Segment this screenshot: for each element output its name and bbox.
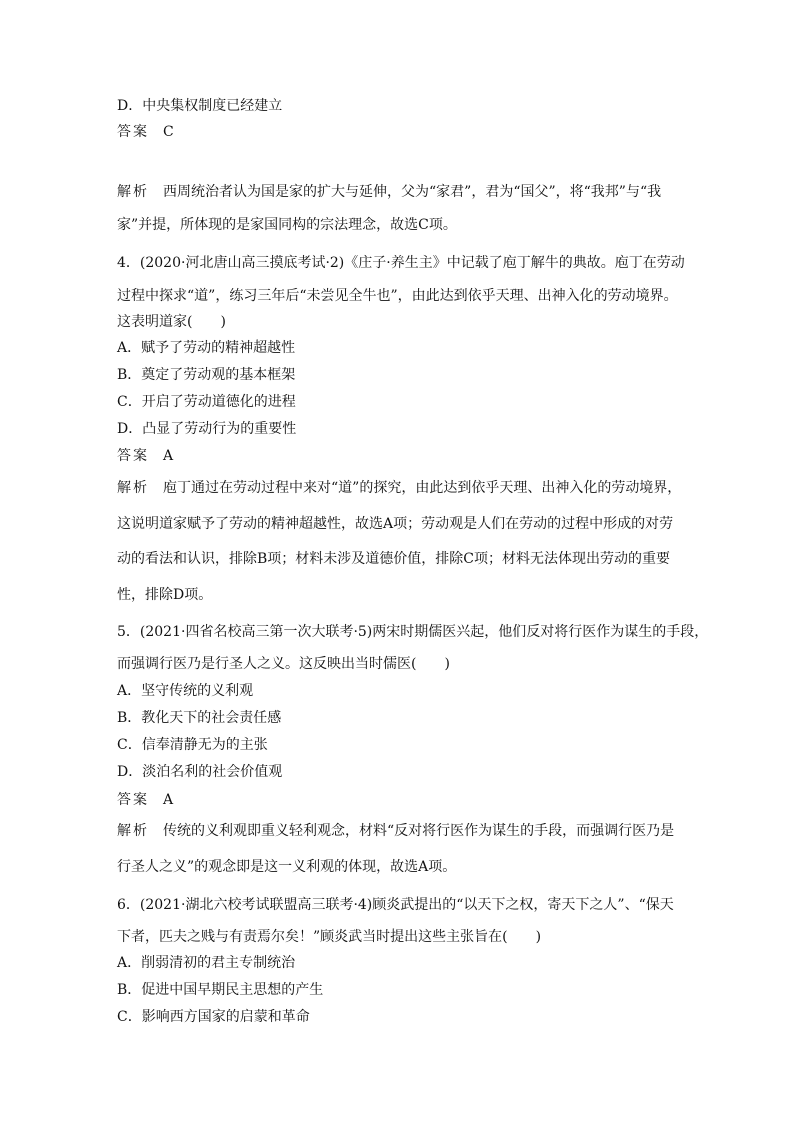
q6-option-a: A．削弱清初的君主专制统治 bbox=[117, 955, 296, 971]
q6-option-c: C．影响西方国家的启蒙和革命 bbox=[117, 1009, 310, 1025]
answer-value: A bbox=[163, 792, 174, 808]
q5-option-b: B．教化天下的社会责任感 bbox=[117, 710, 282, 726]
q6-stem-line-1: 6．(2021·湖北六校考试联盟高三联考·4)顾炎武提出的“以天下之权，寄天下之人”、“保天 bbox=[117, 897, 674, 913]
analysis-label: 解析 bbox=[117, 184, 149, 200]
q4-option-b: B．奠定了劳动观的基本框架 bbox=[117, 367, 296, 383]
q5-option-c: C．信奉清静无为的主张 bbox=[117, 737, 268, 753]
analysis-label: 解析 bbox=[117, 823, 149, 839]
q5-answer bbox=[117, 790, 173, 810]
q6-stem-line-2: 下者，匹夫之贱与有责焉尔矣！”顾炎武当时提出这些主张旨在( ) bbox=[117, 929, 542, 945]
q3-analysis-line-1 bbox=[117, 182, 661, 202]
q4-analysis-line-2: 这说明道家赋予了劳动的精神超越性，故选A项；劳动观是人们在劳动的过程中形成的对劳 bbox=[117, 516, 674, 532]
answer-value: C bbox=[163, 124, 174, 140]
q4-analysis-line-1 bbox=[117, 478, 681, 498]
q3-analysis-line-2: 家”并提，所体现的是家国同构的宗法理念，故选C项。 bbox=[117, 217, 457, 233]
analysis-text: 传统的义利观即重义轻利观念，材料“反对将行医作为谋生的手段，而强调行医乃是 bbox=[163, 823, 675, 839]
q5-stem-line-2: 而强调行医乃是行圣人之义。这反映出当时儒医( ) bbox=[117, 656, 450, 672]
answer-label: 答案 bbox=[117, 792, 149, 808]
q4-option-a: A．赋予了劳动的精神超越性 bbox=[117, 340, 296, 356]
q5-stem-line-1: 5．(2021·四省名校高三第一次大联考·5)两宋时期儒医兴起，他们反对将行医作为谋生的手段， bbox=[117, 624, 709, 640]
q4-answer bbox=[117, 446, 173, 466]
q3-answer bbox=[117, 122, 174, 142]
q5-option-a: A．坚守传统的义利观 bbox=[117, 683, 254, 699]
q4-stem-line-3: 这表明道家( ) bbox=[117, 314, 226, 330]
q4-option-d: D．凸显了劳动行为的重要性 bbox=[117, 421, 297, 437]
q5-analysis-line-1 bbox=[117, 821, 674, 841]
q4-option-c: C．开启了劳动道德化的进程 bbox=[117, 394, 296, 410]
answer-label: 答案 bbox=[117, 448, 149, 464]
q5-option-d: D．淡泊名利的社会价值观 bbox=[117, 764, 283, 780]
analysis-label: 解析 bbox=[117, 480, 149, 496]
analysis-text: 庖丁通过在劳动过程中来对“道”的探究，由此达到依乎天理、出神入化的劳动境界， bbox=[163, 480, 682, 496]
q4-analysis-line-4: 性，排除D项。 bbox=[117, 587, 213, 603]
q4-stem-line-1: 4．(2020·河北唐山高三摸底考试·2)《庄子·养生主》中记载了庖丁解牛的典故。庖丁在劳动 bbox=[117, 255, 685, 271]
q6-option-b: B．促进中国早期民主思想的产生 bbox=[117, 982, 324, 998]
analysis-text: 西周统治者认为国是家的扩大与延伸，父为“家君”，君为“国父”，将“我邦”与“我 bbox=[163, 184, 662, 200]
q5-analysis-line-2: 行圣人之义”的观念即是这一义利观的体现，故选A项。 bbox=[117, 859, 457, 875]
q4-stem-line-2: 过程中探求“道”，练习三年后“未尝见全牛也”，由此达到依乎天理、出神入化的劳动境界。 bbox=[117, 288, 678, 304]
answer-value: A bbox=[163, 448, 174, 464]
answer-label: 答案 bbox=[117, 124, 149, 140]
q4-analysis-line-3: 动的看法和认识，排除B项；材料未涉及道德价值，排除C项；材料无法体现出劳动的重要 bbox=[117, 551, 670, 567]
q3-option-d: D．中央集权制度已经建立 bbox=[117, 98, 283, 114]
